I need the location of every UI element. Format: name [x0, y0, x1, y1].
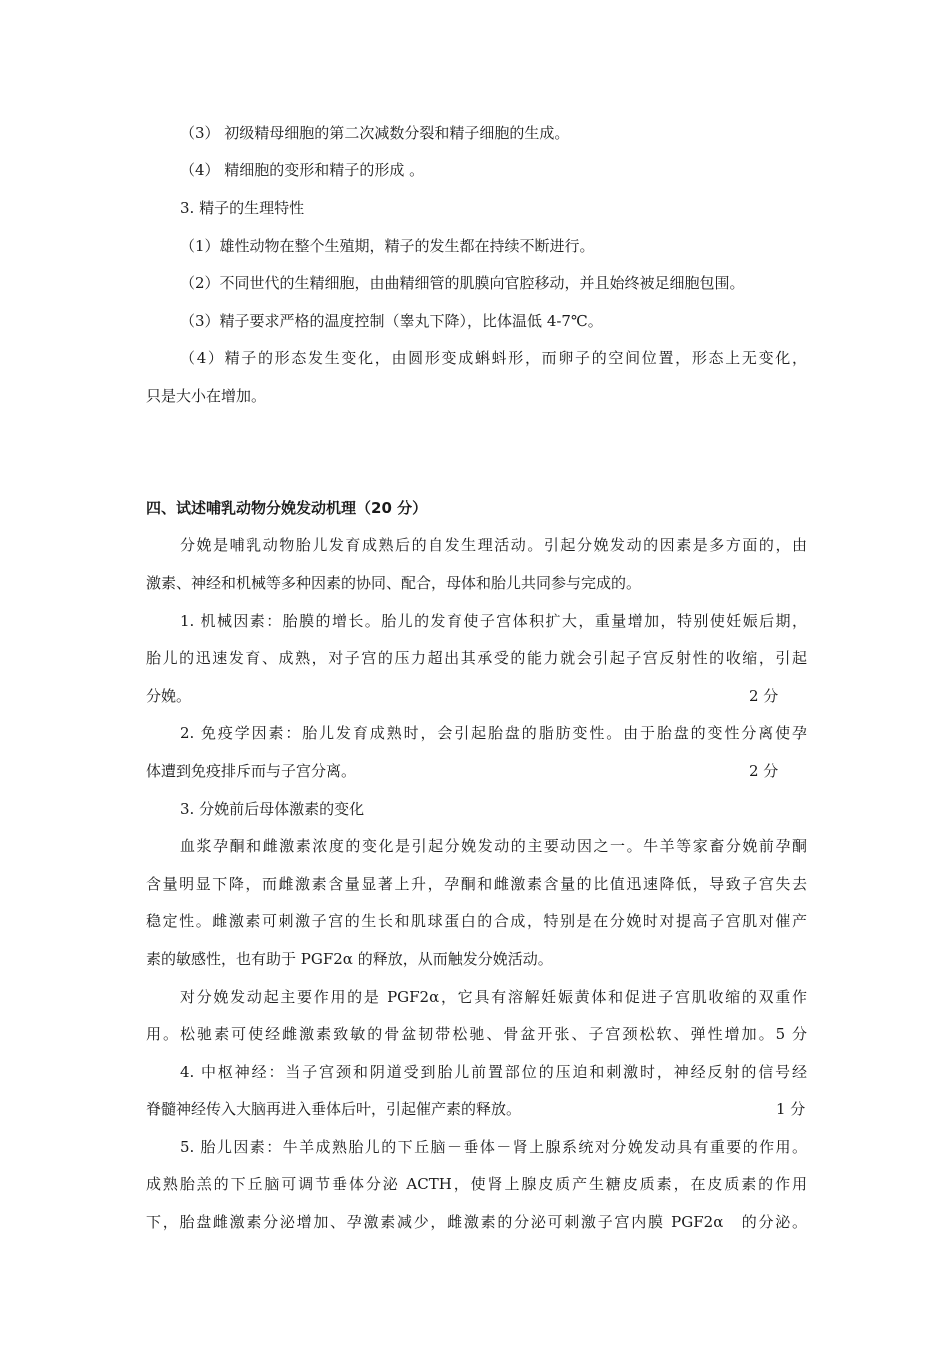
factor-3-line-2: 含量明显下降，而雌激素含量显著上升，孕酮和雌激素含量的比值迅速降低，导致子宫失去: [146, 875, 807, 893]
factor-5-line-3: 下，胎盘雌激素分泌增加、孕激素减少，雌激素的分泌可刺激子宫内膜 PGF2α 的分泌。: [146, 1213, 807, 1231]
factor-4-line-2: 脊髓神经传入大脑再进入垂体后叶，引起催产素的释放。: [146, 1100, 522, 1118]
property-4-line-1: （4）精子的形态发生变化，由圆形变成蝌蚪形，而卵子的空间位置，形态上无变化，: [180, 349, 807, 367]
factor-1-line-1: 1. 机械因素：胎膜的增长。胎儿的发育使子宫体积扩大，重量增加，特别使妊娠后期，: [180, 612, 807, 630]
factor-3-p2-line-1: 对分娩发动起主要作用的是 PGF2α，它具有溶解妊娠黄体和促进子宫肌收缩的双重作: [180, 988, 807, 1006]
score-label: 1 分: [776, 1100, 806, 1118]
property-4-line-2: 只是大小在增加。: [146, 387, 267, 405]
factor-4-line-1: 4. 中枢神经：当子宫颈和阴道受到胎儿前置部位的压迫和刺激时，神经反射的信号经: [180, 1063, 807, 1081]
factor-3-line-1: 血浆孕酮和雌激素浓度的变化是引起分娩发动的主要动因之一。牛羊等家畜分娩前孕酮: [180, 837, 807, 855]
property-1: （1）雄性动物在整个生殖期，精子的发生都在持续不断进行。: [180, 237, 595, 255]
factor-1-line-3: 分娩。: [146, 687, 192, 705]
property-2: （2）不同世代的生精细胞，由曲精细管的肌膜向官腔移动，并且始终被足细胞包围。: [180, 274, 745, 292]
section-title: 四、试述哺乳动物分娩发动机理（20 分）: [146, 499, 428, 517]
factor-3-line-3: 稳定性。雌激素可刺激子宫的生长和肌球蛋白的合成，特别是在分娩时对提高子宫肌对催产: [146, 912, 807, 930]
factor-3-heading: 3. 分娩前后母体激素的变化: [180, 800, 365, 818]
subheading-sperm-properties: 3. 精子的生理特性: [180, 199, 305, 217]
list-item-4: （4） 精细胞的变形和精子的形成 。: [180, 161, 425, 179]
score-label: 2 分: [749, 762, 779, 780]
intro-line-2: 激素、神经和机械等多种因素的协同、配合，母体和胎儿共同参与完成的。: [146, 574, 642, 592]
factor-3-p2-line-2: 用。松驰素可使经雌激素致敏的骨盆韧带松驰、骨盆开张、子宫颈松软、弹性增加。5 分: [146, 1025, 807, 1043]
list-item-3: （3） 初级精母细胞的第二次减数分裂和精子细胞的生成。: [180, 124, 570, 142]
factor-3-line-4: 素的敏感性，也有助于 PGF2α 的释放，从而触发分娩活动。: [146, 950, 553, 968]
factor-1-line-2: 胎儿的迅速发育、成熟，对子宫的压力超出其承受的能力就会引起子宫反射性的收缩，引起: [146, 649, 807, 667]
factor-2-line-1: 2. 免疫学因素：胎儿发育成熟时，会引起胎盘的脂肪变性。由于胎盘的变性分离使孕: [180, 724, 807, 742]
factor-5-line-1: 5. 胎儿因素：牛羊成熟胎儿的下丘脑－垂体－肾上腺系统对分娩发动具有重要的作用。: [180, 1138, 807, 1156]
factor-5-line-2: 成熟胎羔的下丘脑可调节垂体分泌 ACTH，使肾上腺皮质产生糖皮质素，在皮质素的作用: [146, 1175, 807, 1193]
factor-2-line-2: 体遭到免疫排斥而与子宫分离。: [146, 762, 357, 780]
property-3: （3）精子要求严格的温度控制（睾丸下降），比体温低 4-7℃。: [180, 312, 603, 330]
score-label: 2 分: [749, 687, 779, 705]
intro-line-1: 分娩是哺乳动物胎儿发育成熟后的自发生理活动。引起分娩发动的因素是多方面的，由: [180, 536, 807, 554]
